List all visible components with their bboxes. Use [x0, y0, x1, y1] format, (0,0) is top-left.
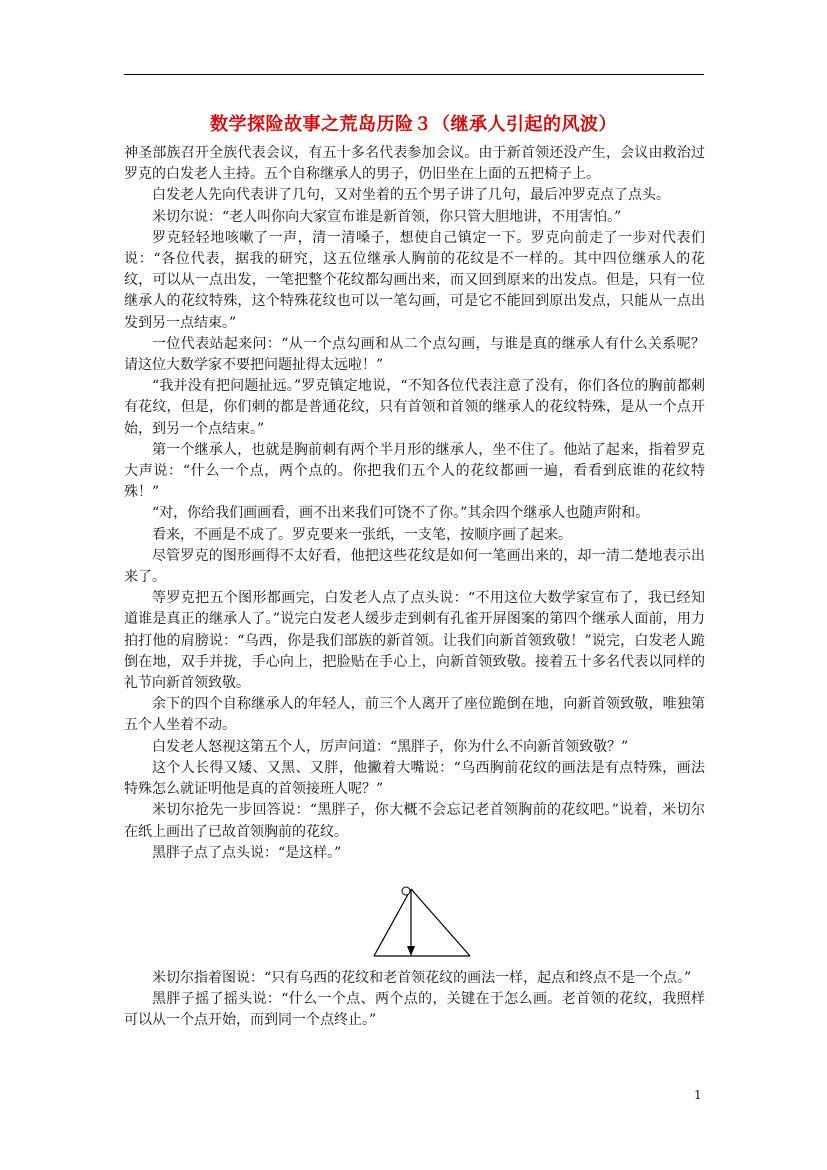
- paragraph: 余下的四个自称继承人的年轻人，前三个人离开了座位跪倒在地，向新首领致敬，唯独第五个人坐着不动。: [124, 696, 705, 734]
- paragraph: 黑胖子点了点头说：“是这样。”: [152, 844, 342, 861]
- page-number: 1: [694, 1088, 702, 1102]
- paragraph: 神圣部族召开全族代表会议，有五十多名代表参加会议。由于新首领还没产生，会议由救治过罗克的白发老人主持。五个自称继承人的男子，仍旧坐在上面的五把椅子上。: [124, 145, 705, 183]
- paragraph: 米切尔说：“老人叫你向大家宣布谁是新首领，你只管大胆地讲，不用害怕。”: [152, 208, 622, 225]
- body-text-after-figure: [124, 968, 705, 1032]
- paragraph: 米切尔指着图说：“只有乌西的花纹和老首领花纹的画法一样，起点和终点不是一个点。”: [152, 970, 692, 986]
- paragraph: 看来，不画是不成了。罗克要来一张纸，一支笔，按顺序画了起来。: [152, 526, 572, 543]
- paragraph: “对，你给我们画画看，画不出来我们可饶不了你。”其余四个继承人也随声附和。: [152, 505, 650, 522]
- paragraph: 这个人长得又矮、又黑、又胖，他撇着大嘴说：“乌西胸前花纹的画法是有点特殊，画法特殊怎么就证明他是真的首领接班人呢？”: [124, 759, 705, 798]
- paragraph: “我并没有把问题扯远。”罗克镇定地说，“不知各位代表注意了没有，你们各位的胸前都刺有花纹，但是，你们刺的都是普通花纹，只有首领和首领的继承人的花纹特殊，是从一个点开始，到另一个点结束。”: [124, 378, 705, 437]
- start-point-circle: [402, 887, 410, 895]
- triangle-right-edge: [411, 889, 470, 956]
- paragraph: 白发老人先向代表讲了几句，又对坐着的五个男子讲了几句，最后冲罗克点了点头。: [152, 187, 670, 204]
- arrow-head: [407, 946, 415, 956]
- body-text-before-figure: [124, 143, 705, 864]
- paragraph: 等罗克把五个图形都画完，白发老人点了点头说：“不用这位大数学家宣布了，我已经知道谁是真正的继承人了。”说完白发老人缓步走到刺有孔雀开屏图案的第四个继承人面前，用力拍打他的肩膀说：“乌西，你是我们部族的新首领。让我们向新首领致敬！”说完，白发老人跪倒在地，双手并拢，手心向上，把脸贴在手心上，向新首领致敬。接着五十多名代表以同样的礼节向新首领致敬。: [124, 590, 705, 692]
- document-title: 数学探险故事之荒岛历险３（继承人引起的风波）: [210, 114, 617, 135]
- triangle-left-edge: [374, 889, 411, 956]
- paragraph: 白发老人怒视这第五个人，厉声问道：“黑胖子，你为什么不向新首领致敬？”: [152, 738, 629, 755]
- paragraph: 一位代表站起来问：“从一个点勾画和从二个点勾画，与谁是真的继承人有什么关系呢？请这位大数学家不要把问题扯得太远啦！”: [124, 335, 705, 374]
- paragraph: 黑胖子摇了摇头说：“什么一个点、两个点的，关键在于怎么画。老首领的花纹，我照样可以从一个点开始，而到同一个点终止。”: [124, 991, 705, 1029]
- paragraph: 罗克轻轻地咳嗽了一声，清一清嗓子，想使自己镇定一下。罗克向前走了一步对代表们说：“各位代表，据我的研究，这五位继承人胸前的花纹是不一样的。其中四位继承人的花纹，可以从一点出发，一笔把整个花纹都勾画出来，而又回到原来的出发点。但是，只有一位继承人的花纹特殊，这个特殊花纹也可以一笔勾画，可是它不能回到原出发点，只能从一点出发到另一点结束。”: [124, 229, 705, 331]
- header-rule: [124, 74, 704, 75]
- chief-pattern-figure: [372, 886, 472, 960]
- paragraph: 尽管罗克的图形画得不太好看，他把这些花纹是如何一笔画出来的，却一清二楚地表示出来了。: [124, 547, 705, 586]
- paragraph: 米切尔抢先一步回答说：“黑胖子，你大概不会忘记老首领胸前的花纹吧。”说着，米切尔在纸上画出了已故首领胸前的花纹。: [124, 802, 705, 840]
- paragraph: 第一个继承人，也就是胸前刺有两个半月形的继承人，坐不住了。他站了起来，指着罗克大声说：“什么一个点，两个点的。你把我们五个人的花纹都画一遍，看看到底谁的花纹特殊！”: [124, 441, 705, 501]
